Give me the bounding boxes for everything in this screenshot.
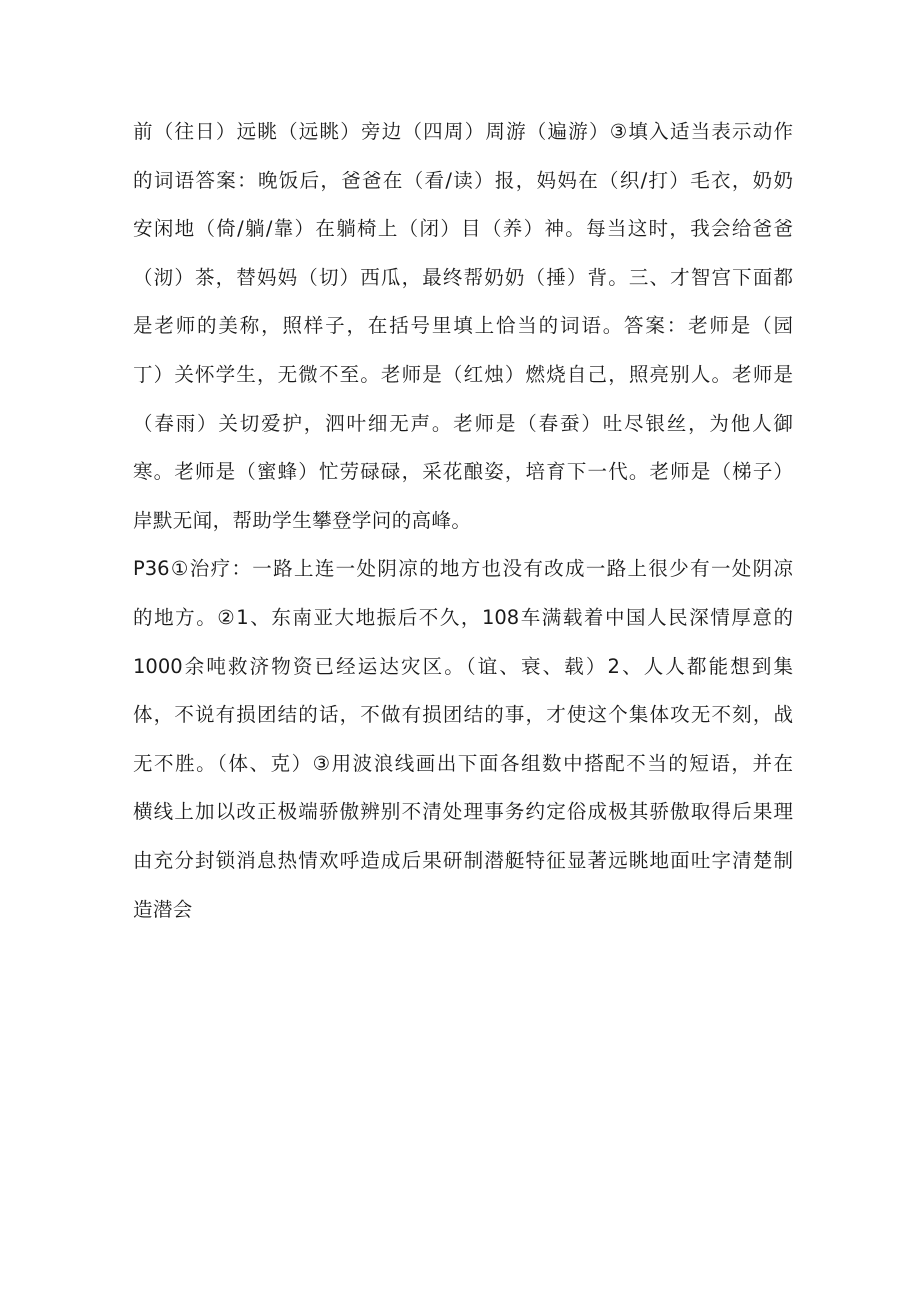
text-line: 无不胜。（体、克）③用波浪线画出下面各组数中搭配不当的短语，并在 (133, 751, 793, 775)
text-line: 体，不说有损团结的话，不做有损团结的事，才使这个集体攻无不刻，战 (133, 703, 793, 727)
text-line: 造潜会 (133, 897, 193, 921)
text-line: 安闲地（倚/躺/靠）在躺椅上（闭）目（养）神。每当这时，我会给爸爸 (133, 217, 793, 241)
text-line: 由充分封锁消息热情欢呼造成后果研制潜艇特征显著远眺地面吐字清楚制 (133, 848, 793, 872)
text-line: 是老师的美称，照样子，在括号里填上恰当的词语。答案：老师是（园 (133, 314, 793, 338)
text-line: 的地方。②1、东南亚大地振后不久，108车满载着中国人民深情厚意的 (133, 605, 793, 629)
text-line: （春雨）关切爱护，泗叶细无声。老师是（春蚕）吐尽银丝，为他人御 (133, 411, 793, 435)
text-line: 横线上加以改正极端骄傲辨别不清处理事务约定俗成极其骄傲取得后果理 (133, 800, 793, 824)
text-line: 寒。老师是（蜜蜂）忙劳碌碌，采花酿姿，培育下一代。老师是（梯子） (133, 460, 793, 484)
text-line: 岸默无闻，帮助学生攀登学问的高峰。 (133, 508, 472, 532)
text-line: 1000余吨救济物资已经运达灾区。（谊、衰、载）2、人人都能想到集 (133, 654, 793, 678)
text-line: 前（往日）远眺（远眺）旁边（四周）周游（遍游）③填入适当表示动作 (133, 120, 793, 143)
document-body (133, 108, 793, 934)
text-line: P36①治疗：一路上连一处阴凉的地方也没有改成一路上很少有一处阴凉 (133, 557, 793, 581)
text-line: 的词语答案：晚饭后，爸爸在（看/读）报，妈妈在（织/打）毛衣，奶奶 (133, 168, 793, 192)
text-line: 丁）关怀学生，无微不至。老师是（红烛）燃烧自己，照亮别人。老师是 (133, 362, 793, 386)
text-line: （沏）茶，替妈妈（切）西瓜，最终帮奶奶（捶）背。三、才智宫下面都 (133, 265, 793, 289)
